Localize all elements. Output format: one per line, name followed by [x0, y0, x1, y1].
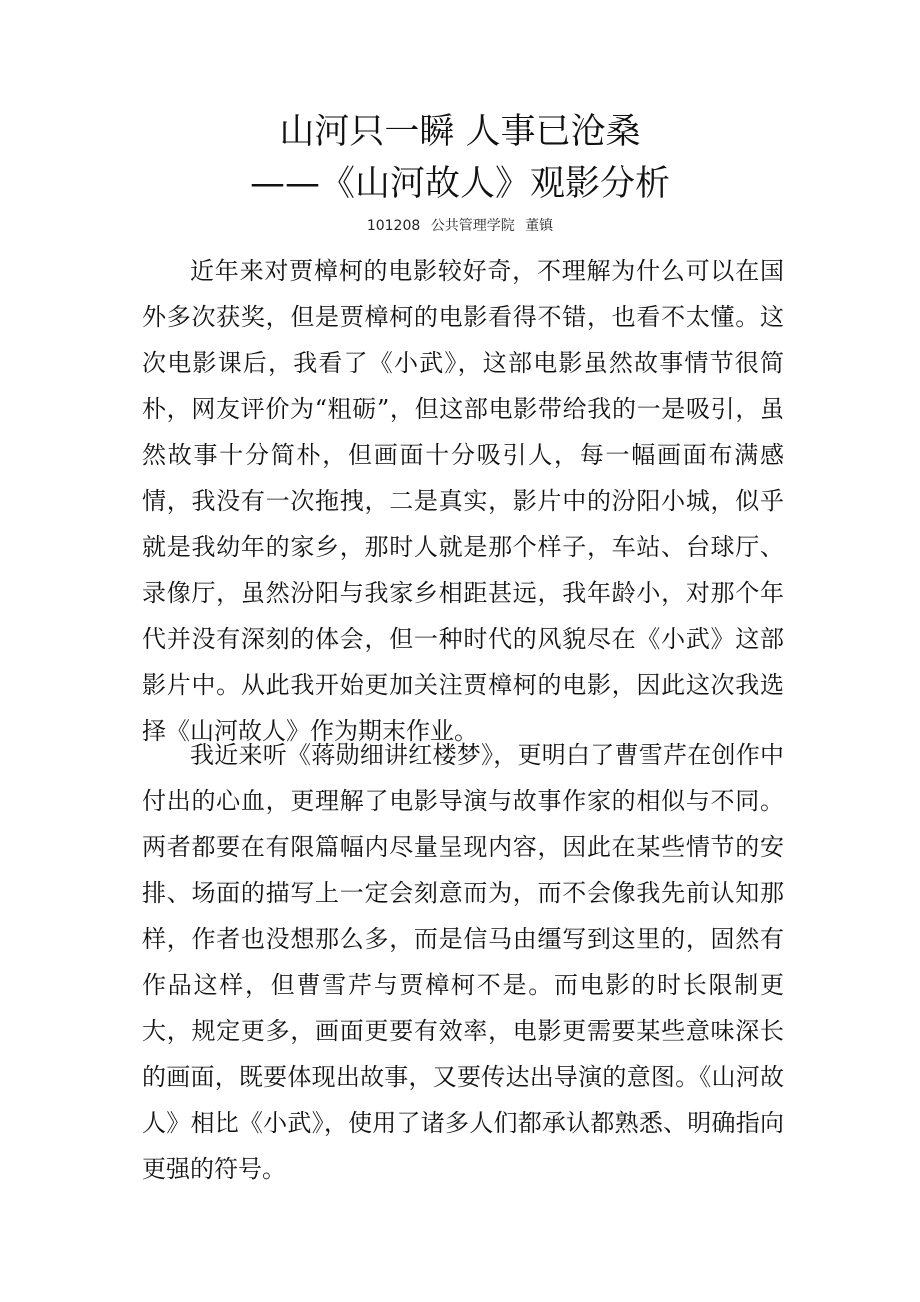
student-id: 101208	[366, 218, 421, 234]
school-name: 公共管理学院	[430, 218, 515, 234]
title-line-1: 山河只一瞬 人事已沧桑	[279, 112, 641, 152]
byline	[0, 216, 920, 236]
title-line-2: ——《山河故人》观影分析	[249, 164, 670, 204]
paragraph-2: 我近来听《蒋勋细讲红楼梦》，更明白了曹雪芹在创作中付出的心血，更理解了电影导演与故事作家的相似与不同。两者都要在有限篇幅内尽量呈现内容，因此在某些情节的安排、场面的描写上一定会刻意而为，而不会像我先前认知那样，作者也没想那么多，而是信马由缰写到这里的，固然有作品这样，但曹雪芹与贾樟柯不是。而电影的时长限制更大，规定更多，画面更要有效率，电影更需要某些意味深长的画面，既要体现出故事，又要传达出导演的意图。《山河故人》相比《小武》，使用了诸多人们都承认都熟悉、明确指向更强的符号。	[142, 741, 784, 1183]
paragraph-1: 近年来对贾樟柯的电影较好奇，不理解为什么可以在国外多次获奖，但是贾樟柯的电影看得不错，也看不太懂。这次电影课后，我看了《小武》，这部电影虽然故事情节很简朴，网友评价为“粗砺”，但这部电影带给我的一是吸引，虽然故事十分简朴，但画面十分吸引人，每一幅画面布满感情，我没有一次拖拽，二是真实，影片中的汾阳小城，似乎就是我幼年的家乡，那时人就是那个样子，车站、台球厅、录像厅，虽然汾阳与我家乡相距甚远，我年龄小，对那个年代并没有深刻的体会，但一种时代的风貌尽在《小武》这部影片中。从此我开始更加关注贾樟柯的电影，因此这次我选择《山河故人》作为期末作业。	[142, 257, 784, 745]
author-name: 董镇	[525, 218, 554, 234]
